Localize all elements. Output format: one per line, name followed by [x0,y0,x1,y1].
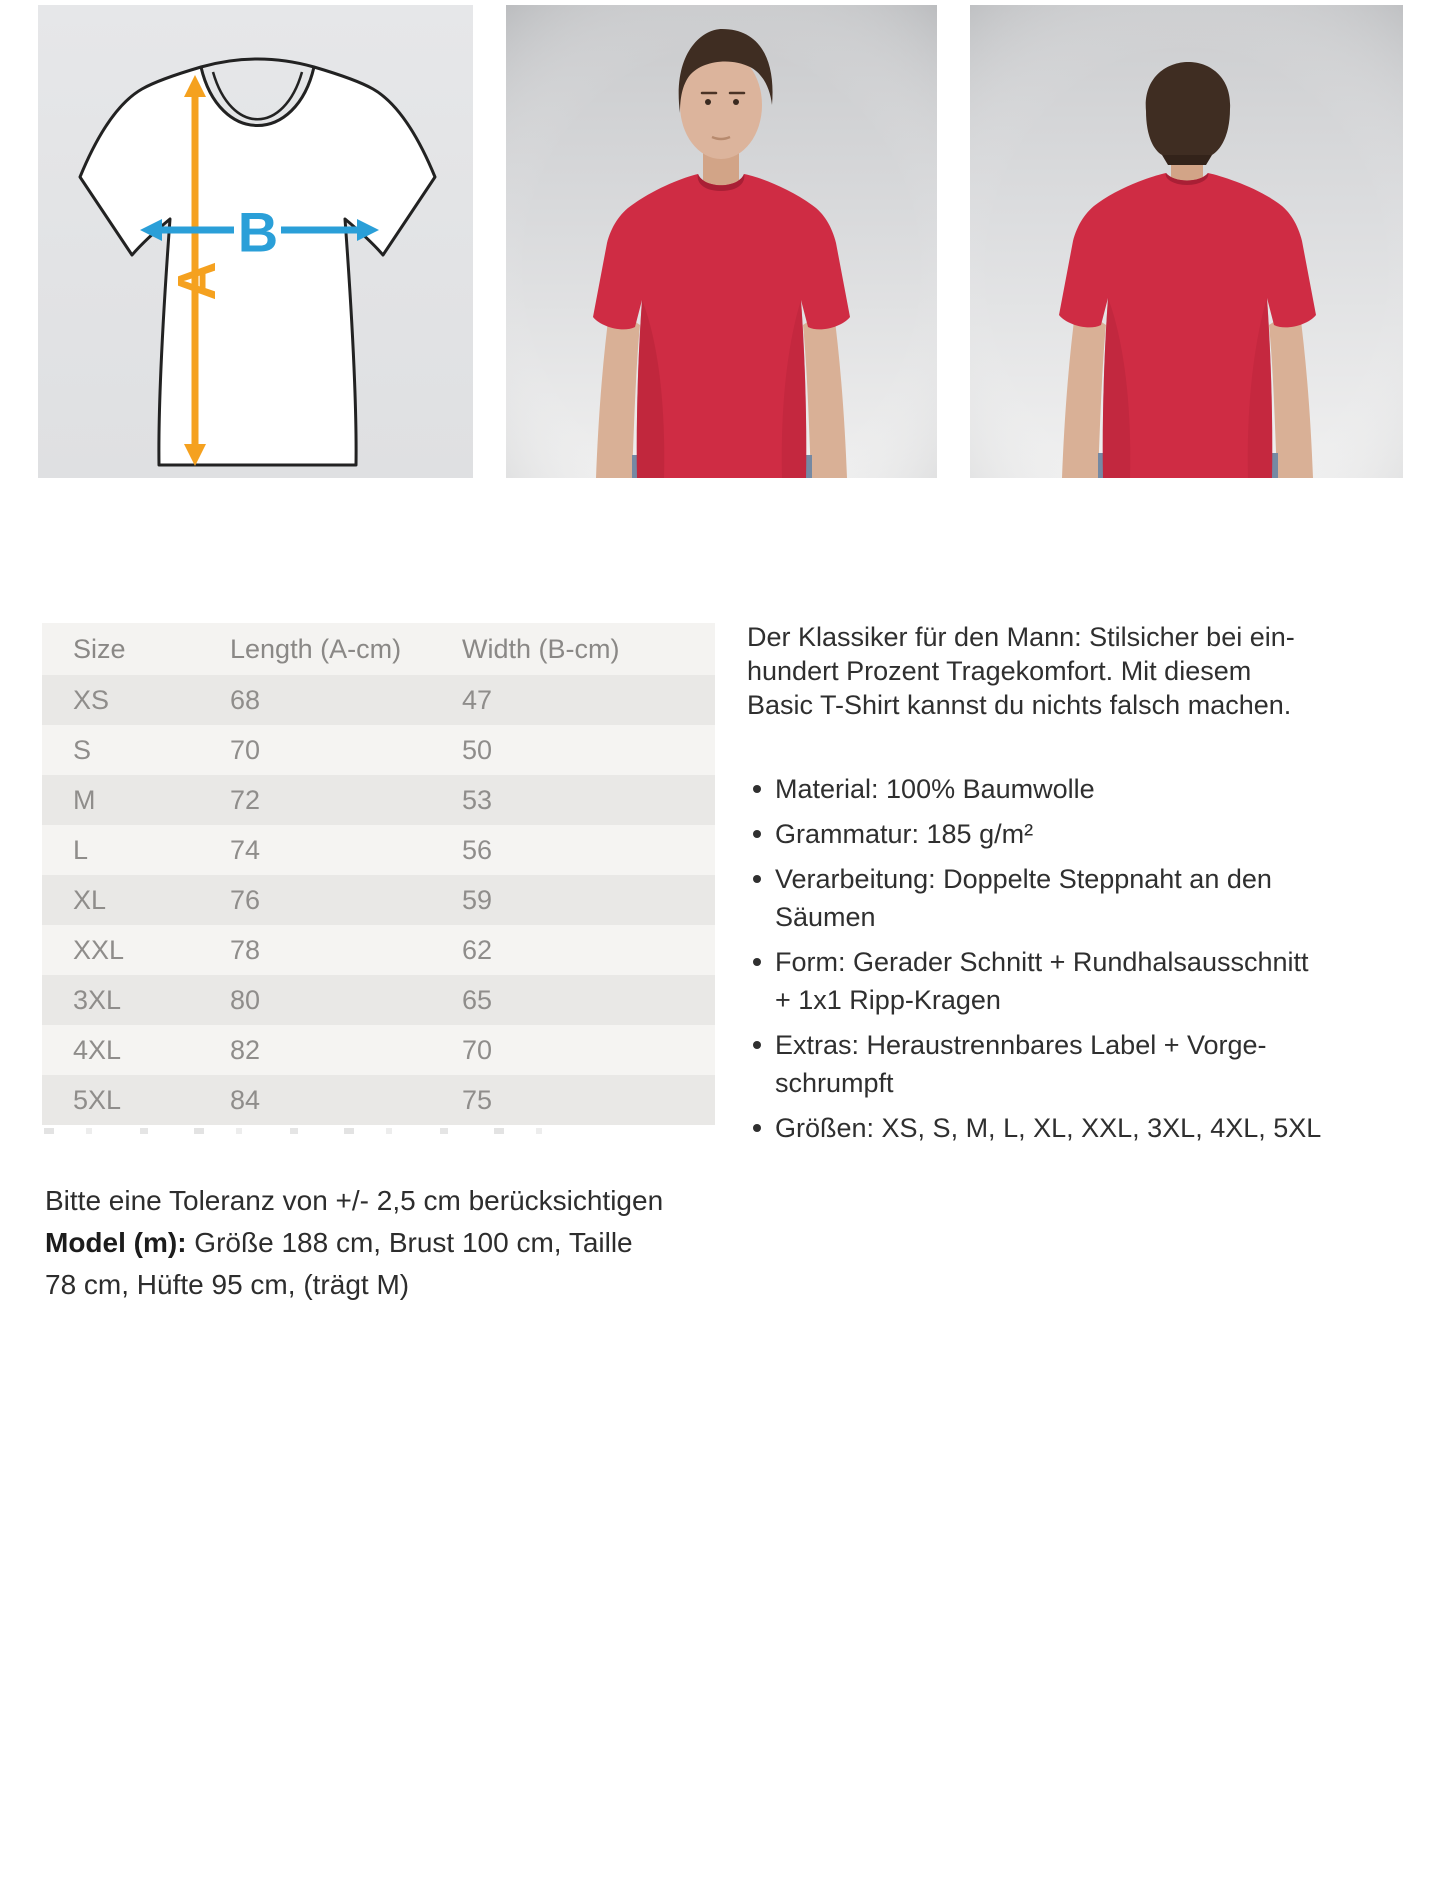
bullet-icon [753,785,761,793]
list-item [747,860,1402,936]
table-row [42,675,715,725]
cell-width: 56 [462,834,493,865]
column-header-size: Size [73,633,126,664]
cell-width: 59 [462,884,493,915]
cell-length: 70 [230,734,261,765]
cell-size: M [73,784,96,815]
cell-size: 4XL [73,1034,122,1065]
size-diagram-image [38,5,473,478]
model-front-illustration [506,5,937,478]
bullet-icon [753,1041,761,1049]
model-note [45,1222,675,1306]
bullet-icon [753,1124,761,1132]
cell-width: 70 [462,1034,493,1065]
model-note-line1: Größe 188 cm, Brust 100 cm, Taille [186,1227,633,1258]
model-back-photo [970,5,1403,478]
product-details [747,620,1402,1154]
list-item [747,943,1402,1019]
bullet-icon [753,830,761,838]
column-header-width: Width (B-cm) [462,633,620,664]
size-table-header-row [42,623,715,675]
model-front-photo [506,5,937,478]
table-row [42,775,715,825]
cell-length: 84 [230,1084,261,1115]
cell-length: 68 [230,684,261,715]
cell-width: 65 [462,984,493,1015]
clipped-text-remnant [44,1128,584,1134]
cell-width: 50 [462,734,493,765]
table-row [42,825,715,875]
table-row [42,875,715,925]
label-b: B [237,200,279,264]
cell-width: 47 [462,684,493,715]
size-table [42,623,715,1125]
feature-line: schrumpft [775,1068,894,1098]
cell-length: 78 [230,934,261,965]
model-back-illustration [970,5,1403,478]
cell-size: S [73,734,92,765]
model-note-label: Model (m): [45,1227,187,1258]
cell-length: 74 [230,834,261,865]
feature-line: Material: 100% Baumwolle [775,774,1095,804]
cell-length: 82 [230,1034,261,1065]
bullet-icon [753,875,761,883]
list-item [747,1026,1402,1102]
cell-width: 75 [462,1084,493,1115]
table-row [42,1075,715,1125]
product-feature-list [747,770,1402,1147]
label-a: A [167,261,227,301]
hair-back [1146,62,1230,155]
feature-line: Extras: Heraustrennbares Label + Vorge- [775,1030,1267,1060]
cell-width: 62 [462,934,493,965]
feature-line: Säumen [775,902,876,932]
tshirt-measurement-diagram-icon [38,5,473,478]
bullet-icon [753,958,761,966]
feature-line: Verarbeitung: Doppelte Steppnaht an den [775,864,1272,894]
cell-size: 3XL [73,984,122,1015]
feature-line: Grammatur: 185 g/m² [775,819,1034,849]
intro-line: hundert Prozent Tragekomfort. Mit diesem [747,656,1252,686]
measurement-notes [45,1180,675,1306]
list-item [747,1109,1402,1147]
feature-line: Größen: XS, S, M, L, XL, XXL, 3XL, 4XL, 5XL [775,1113,1322,1143]
column-header-length: Length (A-cm) [230,633,402,664]
cell-size: L [73,834,89,865]
product-intro [747,620,1402,722]
table-row [42,925,715,975]
list-item [747,815,1402,853]
cell-width: 53 [462,784,493,815]
intro-line: Der Klassiker für den Mann: Stilsicher bei ein- [747,622,1295,652]
feature-line: Form: Gerader Schnitt + Rundhalsausschnitt [775,947,1309,977]
cell-size: XL [73,884,107,915]
model-note-line2: 78 cm, Hüfte 95 cm, (trägt M) [45,1269,410,1300]
cell-length: 80 [230,984,261,1015]
feature-line: + 1x1 Ripp-Kragen [775,985,1001,1015]
tolerance-note: Bitte eine Toleranz von +/- 2,5 cm berücksichtigen [45,1185,664,1216]
cell-length: 76 [230,884,261,915]
cell-size: XS [73,684,110,715]
cell-length: 72 [230,784,261,815]
cell-size: XXL [73,934,125,965]
list-item [747,770,1402,808]
table-row [42,725,715,775]
intro-line: Basic T-Shirt kannst du nichts falsch machen. [747,690,1292,720]
table-row [42,975,715,1025]
hair-nape [1162,155,1212,165]
table-row [42,1025,715,1075]
cell-size: 5XL [73,1084,122,1115]
